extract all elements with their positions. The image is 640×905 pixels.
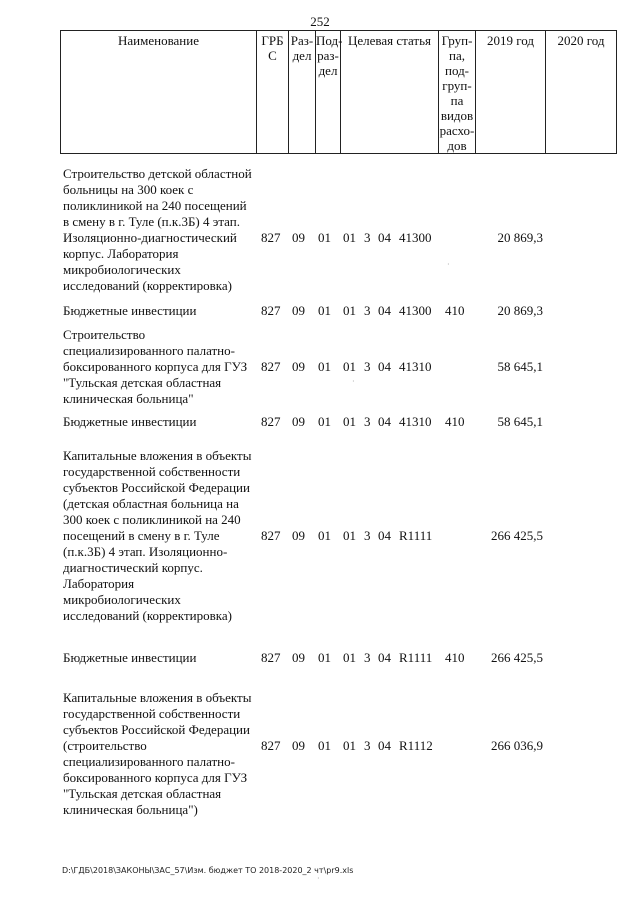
row-cs-event: 04: [378, 414, 391, 429]
row-cs-event: 04: [378, 650, 391, 665]
row-value-2019: 266 036,9: [491, 738, 543, 753]
row-value-2019: 58 645,1: [497, 359, 543, 374]
header-cs-label: Целевая статья: [347, 33, 431, 48]
row-name: [63, 327, 253, 407]
row-name-line: корпус. Лаборатория: [63, 246, 179, 261]
header-name-label: Наименование: [118, 33, 199, 48]
row-podrazdel: 01: [318, 738, 331, 753]
row-cs-direction: 41310: [399, 359, 432, 374]
row-name: [63, 650, 253, 666]
header-group-line: видов: [440, 108, 474, 123]
row-value-2019: 266 425,5: [491, 528, 543, 543]
row-grbs: 827: [261, 359, 281, 374]
row-cs-subprogram: 3: [364, 650, 371, 665]
row-cs-direction: R1111: [399, 650, 433, 665]
header-group-line: под-: [444, 63, 470, 78]
row-group: 410: [445, 650, 465, 665]
row-name-line: клиническая больница": [63, 391, 194, 406]
row-value-2019: 20 869,3: [497, 303, 543, 318]
row-name-line: клиническая больница"): [63, 802, 198, 817]
row-cs-program: 01: [343, 738, 356, 753]
row-name-line: Капитальные вложения в объекты: [63, 448, 252, 463]
row-cs-event: 04: [378, 528, 391, 543]
row-cs-program: 01: [343, 359, 356, 374]
row-name-line: (строительство: [63, 738, 147, 753]
row-cs-program: 01: [343, 303, 356, 318]
row-cs-subprogram: 3: [364, 303, 371, 318]
row-name-line: Бюджетные инвестиции: [63, 650, 197, 665]
row-name-line: Строительство детской областной: [63, 166, 252, 181]
row-cs-direction: 41310: [399, 414, 432, 429]
header-2019-label: 2019 год: [487, 33, 534, 48]
row-cs-event: 04: [378, 738, 391, 753]
row-cs-program: 01: [343, 230, 356, 245]
header-2020-label: 2020 год: [557, 33, 605, 48]
row-name-line: "Тульская детская областная: [63, 375, 222, 390]
row-name-line: Капитальные вложения в объекты: [63, 690, 252, 705]
row-podrazdel: 01: [318, 528, 331, 543]
scan-speck: ·: [317, 874, 320, 883]
row-grbs: 827: [261, 303, 281, 318]
row-razdel: 09: [292, 650, 305, 665]
row-cs-event: 04: [378, 303, 391, 318]
header-group-line: расхо-: [439, 123, 475, 138]
row-razdel: 09: [292, 528, 305, 543]
page-number: 252: [310, 14, 330, 29]
row-name-line: посещений в смену в г. Туле: [63, 528, 220, 543]
row-cs-direction: R1111: [399, 528, 433, 543]
row-name-line: Бюджетные инвестиции: [63, 303, 197, 318]
row-podrazdel: 01: [318, 359, 331, 374]
row-name-line: государственной собственности: [63, 706, 241, 721]
row-name-line: Лаборатория: [63, 576, 135, 591]
row-name-line: микробиологических: [63, 262, 181, 277]
row-name-line: (п.к.3Б) 4 этап. Изоляционно-: [63, 544, 228, 559]
scan-speck: ·: [447, 260, 450, 269]
row-cs-subprogram: 3: [364, 414, 371, 429]
row-cs-direction: 41300: [399, 230, 432, 245]
row-name-line: (детская областная больница на: [63, 496, 239, 511]
row-cs-direction: R1112: [399, 738, 433, 753]
row-group: 410: [445, 414, 465, 429]
header-podrazdel-line: раз-: [317, 48, 339, 63]
row-name-line: больницы на 300 коек с: [63, 182, 194, 197]
row-razdel: 09: [292, 230, 305, 245]
row-name-line: "Тульская детская областная: [63, 786, 222, 801]
row-razdel: 09: [292, 414, 305, 429]
header-razdel-line: Раз-: [290, 33, 314, 48]
row-cs-subprogram: 3: [364, 230, 371, 245]
row-value-2019: 58 645,1: [497, 414, 543, 429]
header-group-line: Груп-: [441, 33, 473, 48]
row-name-line: государственной собственности: [63, 464, 241, 479]
row-name-line: боксированного корпуса для ГУЗ: [63, 770, 248, 785]
header-group-line: дов: [447, 138, 467, 153]
row-podrazdel: 01: [318, 650, 331, 665]
row-podrazdel: 01: [318, 230, 331, 245]
row-name-line: Изоляционно-диагностический: [63, 230, 237, 245]
footer-file-path: D:\ГДБ\2018\ЗАКОНЫ\ЗАС_57\Изм. бюджет ТО 2018-2020_2 чт\pr9.xls: [62, 866, 354, 875]
row-name-line: специализированного палатно-: [63, 754, 235, 769]
row-name-line: боксированного корпуса для ГУЗ: [63, 359, 248, 374]
row-razdel: 09: [292, 303, 305, 318]
row-value-2019: 20 869,3: [497, 230, 543, 245]
row-name-line: 300 коек с поликлиникой на 240: [63, 512, 241, 527]
row-name: [63, 448, 253, 624]
row-name: [63, 414, 253, 430]
header-razdel-line: дел: [292, 48, 312, 63]
row-name-line: субъектов Российской Федерации: [63, 722, 250, 737]
row-name-line: поликлиникой на 240 посещений: [63, 198, 247, 213]
row-cs-subprogram: 3: [364, 359, 371, 374]
row-name: [63, 303, 253, 319]
row-name: [63, 166, 253, 294]
row-name-line: Строительство: [63, 327, 146, 342]
row-cs-subprogram: 3: [364, 528, 371, 543]
row-grbs: 827: [261, 738, 281, 753]
row-name-line: субъектов Российской Федерации: [63, 480, 250, 495]
row-grbs: 827: [261, 230, 281, 245]
row-name-line: микробиологических: [63, 592, 181, 607]
row-cs-event: 04: [378, 359, 391, 374]
row-razdel: 09: [292, 359, 305, 374]
row-name: [63, 690, 253, 818]
row-cs-direction: 41300: [399, 303, 432, 318]
header-group-line: груп-: [442, 78, 472, 93]
row-name-line: Бюджетные инвестиции: [63, 414, 197, 429]
header-grbs-line: ГРБ: [261, 33, 284, 48]
row-name-line: специализированного палатно-: [63, 343, 235, 358]
row-grbs: 827: [261, 528, 281, 543]
row-cs-program: 01: [343, 528, 356, 543]
row-name-line: исследований (корректировка): [63, 278, 232, 293]
row-podrazdel: 01: [318, 303, 331, 318]
row-podrazdel: 01: [318, 414, 331, 429]
scan-speck: ·: [352, 377, 355, 386]
header-podrazdel-line: Под-: [316, 33, 343, 48]
row-grbs: 827: [261, 414, 281, 429]
header-group-line: па: [450, 93, 464, 108]
row-name-line: в смену в г. Туле (п.к.3Б) 4 этап.: [63, 214, 240, 229]
row-cs-program: 01: [343, 414, 356, 429]
row-razdel: 09: [292, 738, 305, 753]
row-value-2019: 266 425,5: [491, 650, 543, 665]
row-cs-program: 01: [343, 650, 356, 665]
row-name-line: исследований (корректировка): [63, 608, 232, 623]
header-podrazdel-line: дел: [318, 63, 338, 78]
header-grbs-line: С: [268, 48, 277, 63]
row-cs-subprogram: 3: [364, 738, 371, 753]
header-group-line: па,: [449, 48, 465, 63]
row-name-line: диагностический корпус.: [63, 560, 203, 575]
row-group: 410: [445, 303, 465, 318]
row-grbs: 827: [261, 650, 281, 665]
row-cs-event: 04: [378, 230, 391, 245]
